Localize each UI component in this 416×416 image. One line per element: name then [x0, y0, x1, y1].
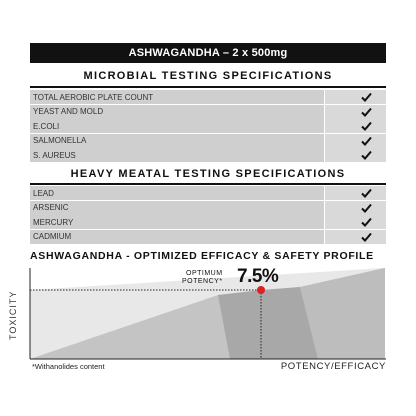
check-icon [325, 230, 386, 244]
spec-label: LEAD [30, 186, 324, 200]
microbial-heading: MICROBIAL TESTING SPECIFICATIONS [83, 70, 333, 82]
product-title: ASHWAGANDHA – 2 x 500mg [128, 47, 288, 59]
check-icon [325, 215, 386, 229]
spec-label: TOTAL AEROBIC PLATE COUNT [30, 90, 324, 104]
table-row [30, 134, 386, 148]
microbial-table [30, 90, 386, 163]
spec-label: E.COLI [30, 119, 324, 133]
check-icon [325, 105, 386, 119]
spec-label: MERCURY [30, 215, 324, 229]
heavy-metal-table [30, 186, 386, 244]
table-row [30, 201, 386, 215]
footnote: *Withanolides content [32, 362, 105, 371]
table-row [30, 230, 386, 244]
table-row [30, 186, 386, 200]
spec-label: YEAST AND MOLD [30, 105, 324, 119]
optimum-label [182, 270, 223, 286]
spec-label: ARSENIC [30, 201, 324, 215]
check-icon [325, 90, 386, 104]
check-icon [325, 186, 386, 200]
heavy-metal-heading: HEAVY MEATAL TESTING SPECIFICATIONS [70, 168, 346, 180]
profile-title: ASHWAGANDHA - OPTIMIZED EFFICACY & SAFETY PROFILE [30, 250, 374, 262]
y-axis-label: TOXICITY [8, 290, 18, 340]
check-icon [325, 134, 386, 148]
table-row [30, 90, 386, 104]
optimum-label-line2: POTENCY* [182, 278, 223, 285]
optimum-label-line1: OPTIMUM [186, 270, 223, 277]
table-row [30, 215, 386, 229]
optimum-value: 7.5% [237, 266, 279, 287]
table-row [30, 119, 386, 133]
spec-label: S. AUREUS [30, 148, 324, 162]
check-icon [325, 201, 386, 215]
spec-label: SALMONELLA [30, 134, 324, 148]
table-row [30, 105, 386, 119]
spec-label: CADMIUM [30, 230, 324, 244]
check-icon [325, 119, 386, 133]
heavy-metal-rule [30, 183, 386, 185]
product-title-bar [30, 43, 386, 63]
microbial-rule [30, 86, 386, 88]
check-icon [325, 148, 386, 162]
table-row [30, 148, 386, 162]
x-axis-label: POTENCY/EFFICACY [280, 361, 386, 372]
